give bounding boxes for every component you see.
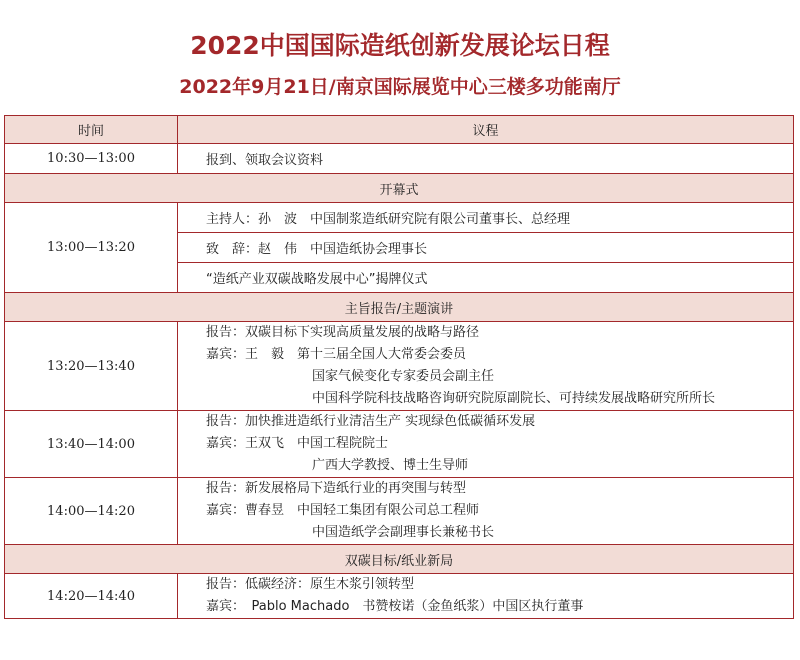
report-line: 报告：加快推进造纸行业清洁生产 实现绿色低碳循环发展	[206, 414, 536, 429]
agenda-cell	[178, 322, 794, 411]
schedule-table	[4, 115, 794, 619]
header-time: 时间	[5, 116, 178, 144]
report-line: 报告：低碳经济：原生木浆引领转型	[206, 577, 415, 592]
header-agenda: 议程	[178, 116, 794, 144]
time-cell: 13:00—13:20	[5, 203, 178, 293]
time-cell: 13:20—13:40	[5, 322, 178, 411]
page-subtitle: 2022年9月21日/南京国际展览中心三楼多功能南厅	[179, 76, 621, 98]
guest-line: 嘉宾：曹春昱 中国轻工集团有限公司总工程师	[206, 503, 480, 518]
section-title: 开幕式	[5, 174, 794, 203]
report-line: 报告：新发展格局下造纸行业的再突围与转型	[206, 481, 467, 496]
table-row	[5, 144, 794, 174]
guest-line: 嘉宾：王双飞 中国工程院院士	[206, 436, 389, 451]
guest-title-line: 中国科学院科技战略咨询研究院原副院长、可持续发展战略研究所所长	[312, 391, 716, 406]
section-row	[5, 293, 794, 322]
time-cell: 13:40—14:00	[5, 411, 178, 478]
speech-line: 致 辞：赵 伟 中国造纸协会理事长	[178, 233, 794, 263]
table-row	[5, 478, 794, 545]
report-line: 报告：双碳目标下实现高质量发展的战略与路径	[206, 325, 480, 340]
guest-line: 嘉宾：王 毅 第十三届全国人大常委会委员	[206, 347, 467, 362]
agenda-cell: 报到、领取会议资料	[178, 144, 794, 174]
guest-title-line: 中国造纸学会副理事长兼秘书长	[312, 525, 495, 540]
table-header-row	[5, 116, 794, 144]
time-cell: 14:00—14:20	[5, 478, 178, 545]
section-title: 双碳目标/纸业新局	[5, 545, 794, 574]
time-cell: 14:20—14:40	[5, 574, 178, 619]
table-row	[5, 322, 794, 411]
ceremony-line: “造纸产业双碳战略发展中心”揭牌仪式	[178, 263, 794, 293]
time-cell: 10:30—13:00	[5, 144, 178, 174]
guest-title-line: 广西大学教授、博士生导师	[312, 458, 469, 473]
agenda-cell	[178, 574, 794, 619]
agenda-cell	[178, 411, 794, 478]
section-row	[5, 545, 794, 574]
guest-line: 嘉宾： Pablo Machado 书赞桉诺（金鱼纸浆）中国区执行董事	[206, 599, 584, 614]
guest-title-line: 国家气候变化专家委员会副主任	[312, 369, 495, 384]
section-row	[5, 174, 794, 203]
host-line: 主持人：孙 波 中国制浆造纸研究院有限公司董事长、总经理	[178, 203, 794, 233]
section-title: 主旨报告/主题演讲	[5, 293, 794, 322]
agenda-cell	[178, 478, 794, 545]
table-row	[5, 203, 794, 233]
table-row	[5, 411, 794, 478]
page-title: 2022中国国际造纸创新发展论坛日程	[190, 31, 610, 60]
table-row	[5, 574, 794, 619]
